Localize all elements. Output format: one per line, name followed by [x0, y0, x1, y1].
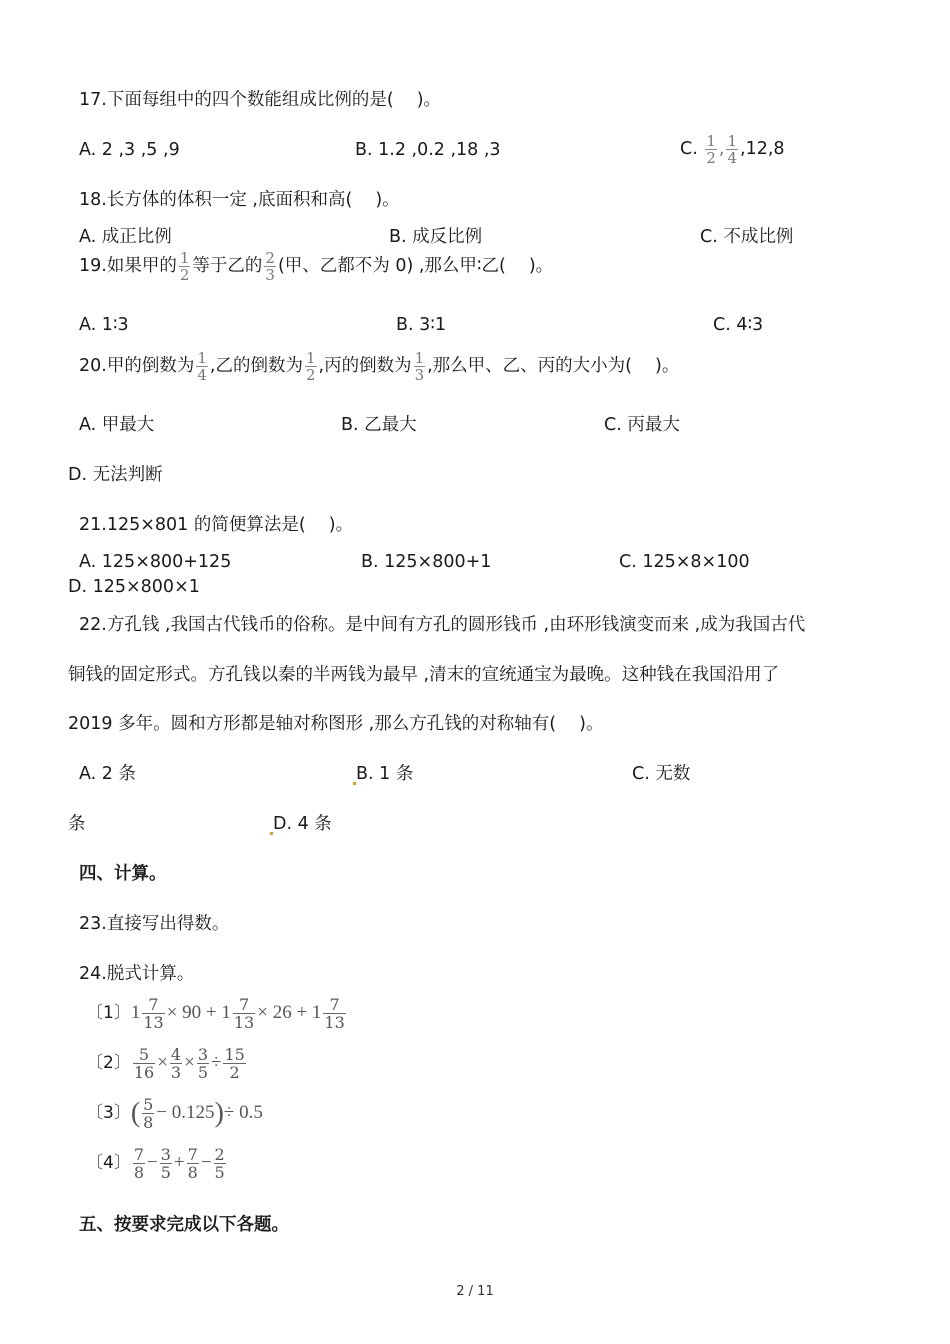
q23-stem: 23.直接写出得数。 — [79, 914, 230, 934]
calc-item-2: 〔2〕 $\frac{5}{16}$ × $\frac{4}{3}$ × $\frac{3}{5}$ ÷ $\frac{15}{2}$ — [86, 1045, 245, 1082]
q21-option-a: A. 125×800+125 — [79, 552, 232, 572]
q17-stem: 17.下面每组中的四个数能组成比例的是( )。 — [79, 90, 442, 110]
fraction: $\frac{5}{16}$ — [133, 1045, 155, 1082]
fraction: $\frac{7}{8}$ — [133, 1145, 145, 1182]
section-5-heading: 五、按要求完成以下各题。 — [79, 1215, 289, 1235]
q21-option-c: C. 125×8×100 — [619, 552, 750, 572]
fraction: $\frac{7}{13}$ — [233, 995, 255, 1032]
q21-stem: 21.125×801 的简便算法是( )。 — [79, 515, 354, 535]
fraction: $\frac{1}{4}$ — [727, 131, 738, 167]
q24-stem: 24.脱式计算。 — [79, 964, 195, 984]
section-4-heading: 四、计算。 — [79, 864, 167, 884]
q22-line-1: 22.方孔钱 ,我国古代钱币的俗称。是中间有方孔的圆形钱币 ,由环形钱演变而来 ,成为我国古代 — [79, 615, 806, 635]
q20-option-d: D. 无法判断 — [68, 465, 163, 485]
q19-option-a: A. 1∶3 — [79, 315, 129, 335]
q18-stem: 18.长方体的体积一定 ,底面积和高( )。 — [79, 190, 400, 210]
q20-option-c: C. 丙最大 — [604, 415, 680, 435]
fraction: $\frac{7}{13}$ — [324, 995, 345, 1032]
page-number: 2 / 11 — [456, 1284, 494, 1299]
fraction: $\frac{5}{8}$ — [143, 1095, 154, 1132]
q18-option-b: B. 成反比例 — [389, 227, 483, 247]
fraction: $\frac{15}{2}$ — [224, 1045, 245, 1082]
q17-option-a: A. 2 ,3 ,5 ,9 — [79, 140, 180, 160]
calc-item-4: 〔4〕 $\frac{7}{8}$ − $\frac{3}{5}$ + $\frac{7}{8}$ − $\frac{2}{5}$ — [86, 1145, 225, 1182]
q21-option-b: B. 125×800+1 — [361, 552, 492, 572]
q17-option-c: C. $\frac{1}{2}$ , $\frac{1}{4}$ ,12,8 — [680, 131, 785, 167]
q22-line-3: 2019 多年。圆和方形都是轴对称图形 ,那么方孔钱的对称轴有( )。 — [68, 714, 604, 734]
fraction: $\frac{7}{13}$ — [143, 995, 164, 1032]
q20-option-a: A. 甲最大 — [79, 415, 155, 435]
q22-option-d: D. 4 条 — [270, 813, 332, 835]
fraction: $\frac{2}{3}$ — [265, 248, 275, 284]
q22-option-c: C. 无数 — [632, 764, 691, 784]
fraction: $\frac{3}{5}$ — [197, 1045, 208, 1082]
fraction: $\frac{1}{4}$ — [197, 348, 207, 384]
q19-option-c: C. 4∶3 — [713, 315, 764, 335]
q19-stem: 19.如果甲的 $\frac{1}{2}$ 等于乙的 $\frac{2}{3}$ (甲、乙都不为 0) ,那么甲∶乙( )。 — [79, 248, 554, 284]
q20-option-b: B. 乙最大 — [341, 415, 417, 435]
fraction: $\frac{3}{5}$ — [160, 1145, 171, 1182]
q18-option-c: C. 不成比例 — [700, 227, 794, 247]
q18-option-a: A. 成正比例 — [79, 227, 172, 247]
fraction: $\frac{1}{2}$ — [305, 348, 316, 384]
q22-line-2: 铜钱的固定形式。方孔钱以秦的半两钱为最早 ,清末的宣统通宝为最晚。这种钱在我国沿用了 — [68, 665, 780, 685]
q21-option-d: D. 125×800×1 — [68, 577, 200, 597]
calc-item-1: 〔1〕1 $\frac{7}{13}$ × 90 + 1 $\frac{7}{13}$ × 26 + 1 $\frac{7}{13}$ — [86, 995, 345, 1032]
q20-stem: 20.甲的倒数为 $\frac{1}{4}$ ,乙的倒数为 $\frac{1}{2}$ ,丙的倒数为 $\frac{1}{3}$ ,那么甲、乙、丙的大小为( )。 — [79, 348, 680, 384]
q22-option-c-cont: 条 — [68, 814, 86, 834]
fraction: $\frac{2}{5}$ — [214, 1145, 225, 1182]
fraction: $\frac{1}{2}$ — [706, 131, 716, 167]
q22-option-b: B. 1 条 — [353, 763, 413, 785]
fraction: $\frac{7}{8}$ — [187, 1145, 198, 1182]
fraction: $\frac{4}{3}$ — [170, 1045, 182, 1082]
fraction: $\frac{1}{2}$ — [179, 248, 190, 284]
fraction: $\frac{1}{3}$ — [414, 348, 425, 384]
q22-option-a: A. 2 条 — [79, 764, 136, 784]
q19-option-b: B. 3∶1 — [396, 315, 446, 335]
calc-item-3: 〔3〕( $\frac{5}{8}$ − 0.125)÷ 0.5 — [86, 1095, 263, 1132]
q17-option-b: B. 1.2 ,0.2 ,18 ,3 — [355, 140, 501, 160]
